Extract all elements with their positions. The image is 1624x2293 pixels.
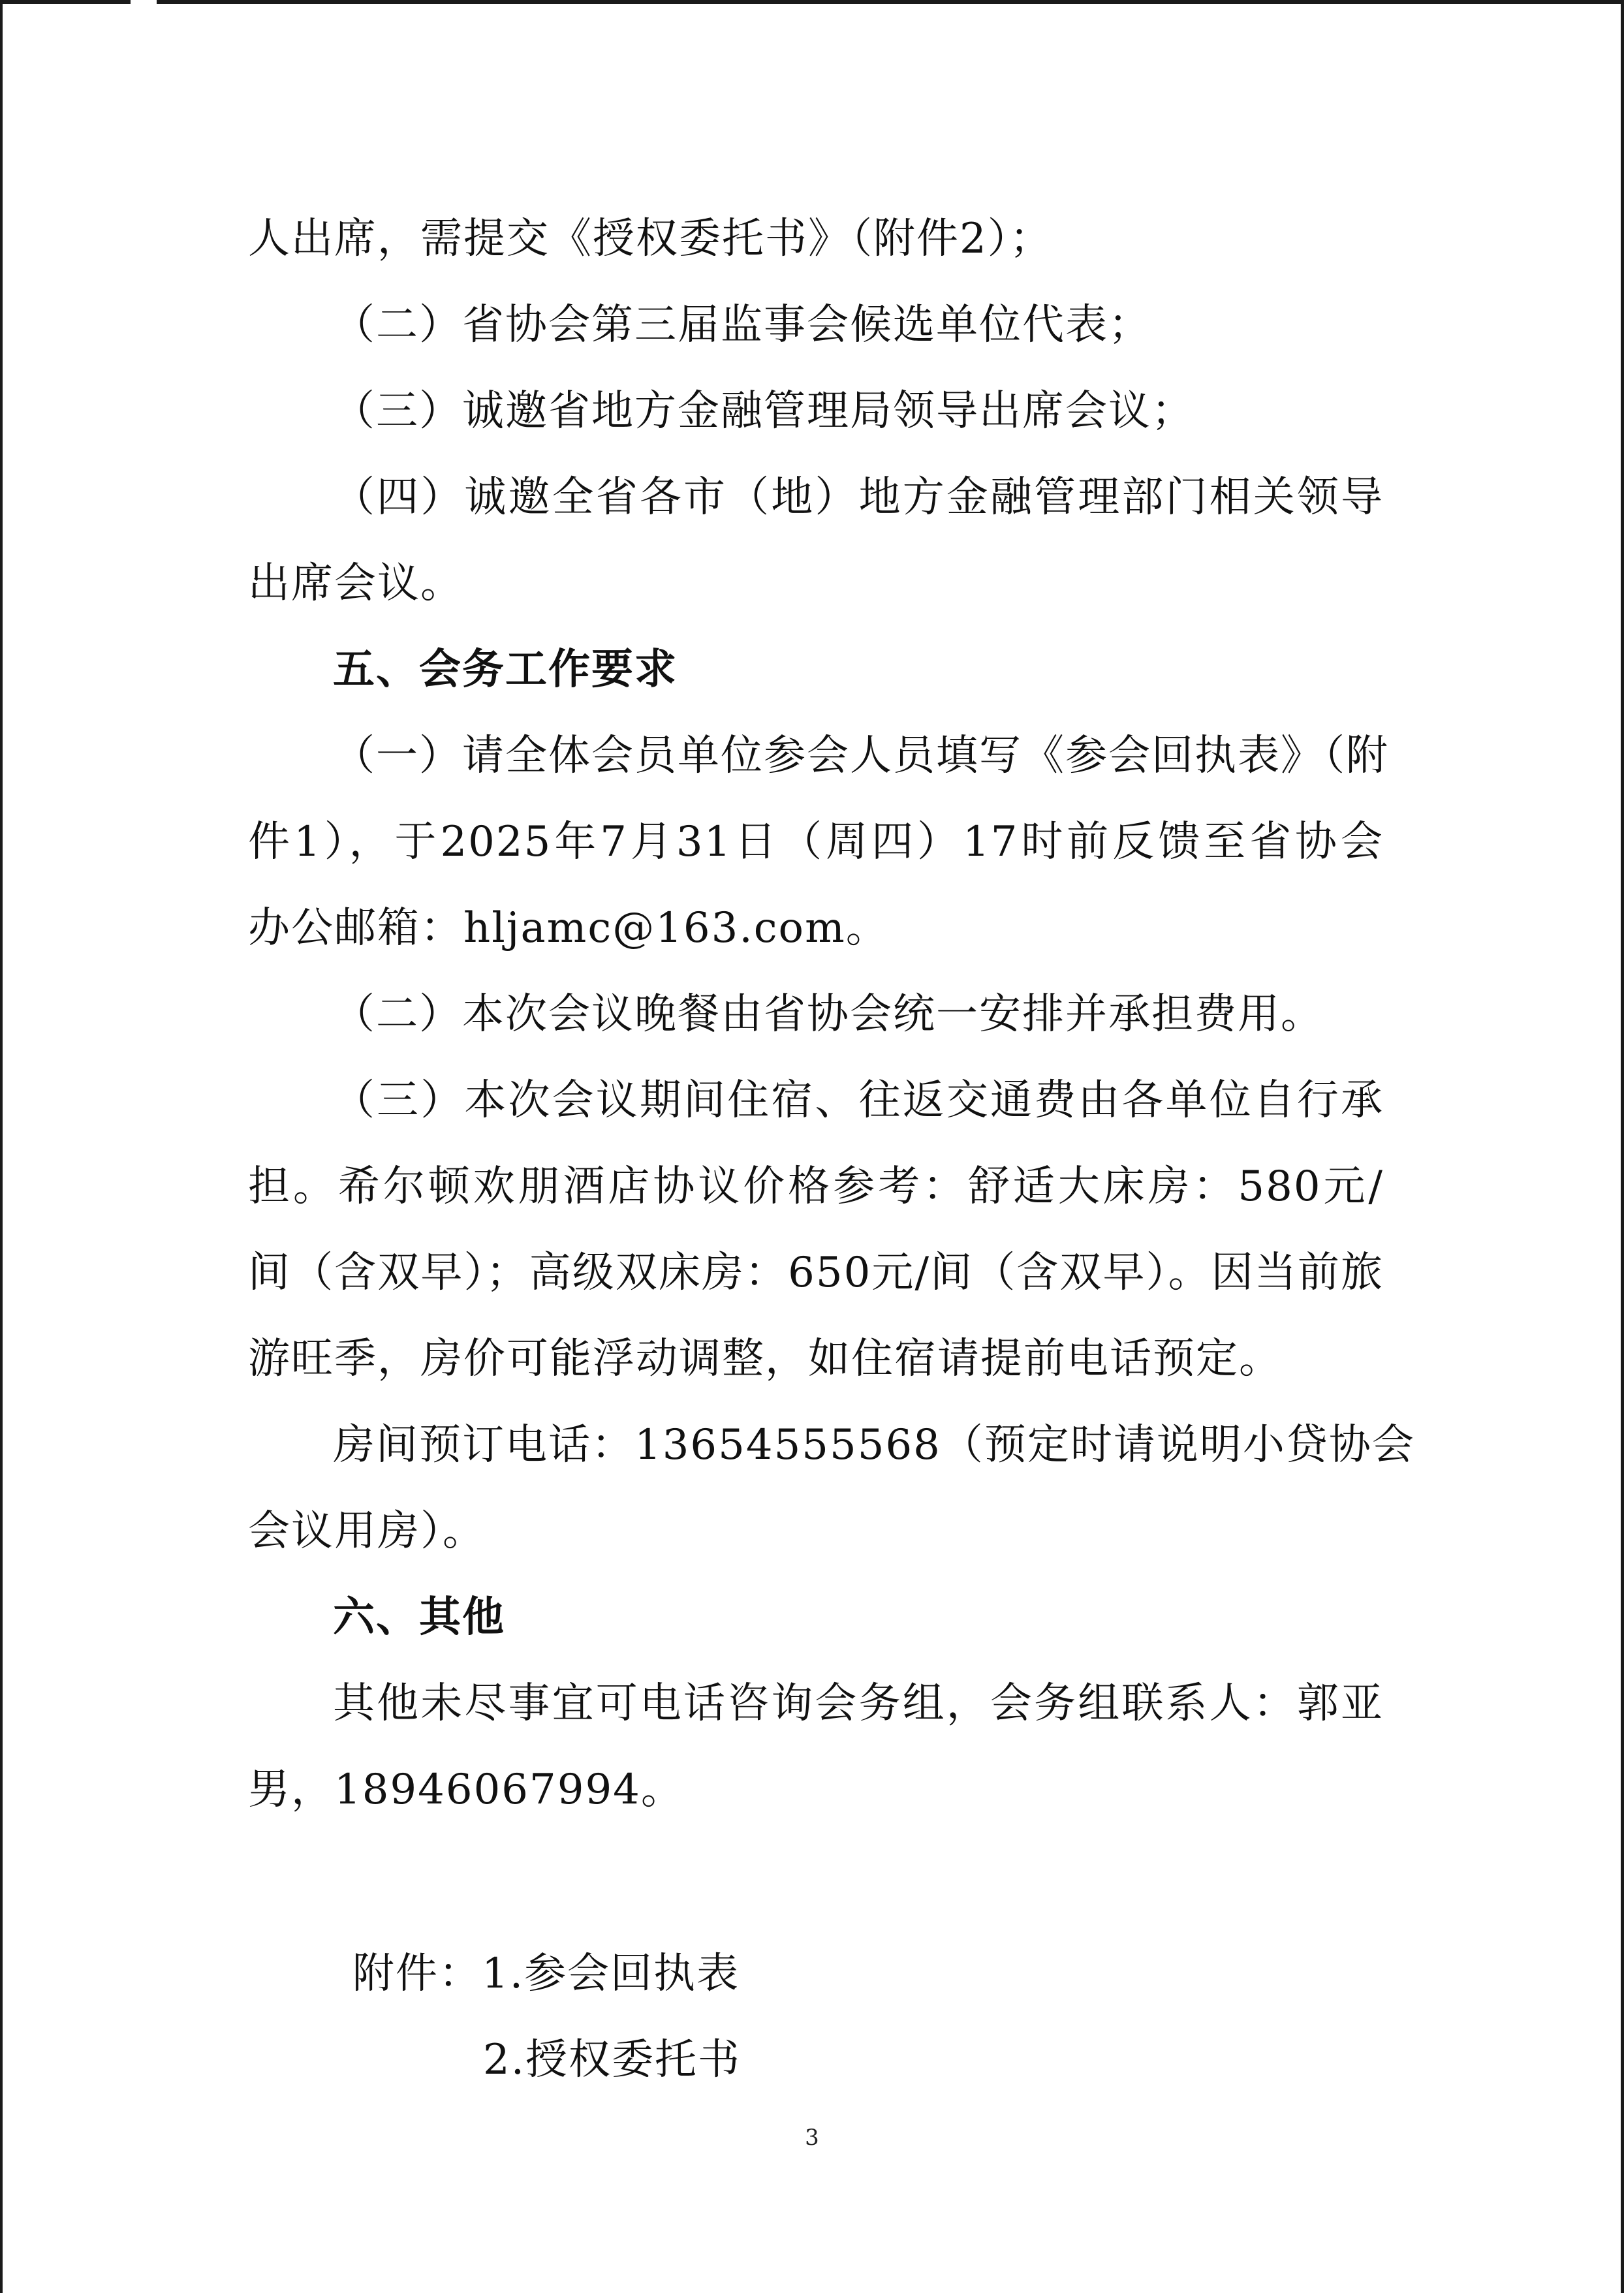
text-line: 男，18946067994。 <box>248 1766 684 1814</box>
scan-border-mark <box>131 0 157 4</box>
text-line: 间（含双早）；高级双床房：650元/间（含双早）。因当前旅 <box>248 1249 1384 1297</box>
scan-border-right <box>1621 0 1624 2293</box>
document-page <box>248 196 1415 2103</box>
requirement-2: （二）本次会议晚餐由省协会统一安排并承担费用。 <box>333 990 1324 1038</box>
contact-line: 其他未尽事宜可电话咨询会务组，会务组联系人：郭亚 <box>333 1679 1384 1728</box>
requirement-3: （三）本次会议期间住宿、往返交通费由各单位自行承 <box>333 1076 1384 1125</box>
requirement-1: （一）请全体会员单位参会人员填写《参会回执表》（附 <box>333 732 1389 780</box>
text-line: 会议用房）。 <box>248 1507 486 1555</box>
email-line: 办公邮箱：hljamc@163.com。 <box>248 904 889 952</box>
section-heading-5: 五、会务工作要求 <box>333 646 678 694</box>
attachment-item-2: 2.授权委托书 <box>483 2036 742 2084</box>
text-line: 人出席，需提交《授权委托书》（附件2）； <box>248 215 1053 263</box>
booking-phone-line: 房间预订电话：13654555568（预定时请说明小贷协会 <box>333 1421 1415 1469</box>
scan-border-top <box>0 0 1624 4</box>
text-line: 出席会议。 <box>248 559 463 608</box>
text-line: 件1），于2025年7月31日（周四）17时前反馈至省协会 <box>248 818 1384 866</box>
list-item-3: （三）诚邀省地方金融管理局领导出席会议； <box>333 387 1195 435</box>
attachment-list: 附件：1.参会回执表 <box>352 1950 740 1998</box>
text-line: 游旺季，房价可能浮动调整，如住宿请提前电话预定。 <box>248 1335 1282 1383</box>
list-item-2: （二）省协会第三届监事会候选单位代表； <box>333 301 1151 349</box>
spacer <box>248 1833 1384 1931</box>
list-item-4: （四）诚邀全省各市（地）地方金融管理部门相关领导 <box>333 473 1384 522</box>
scan-border-left <box>0 0 3 2293</box>
page-number: 3 <box>805 2125 819 2151</box>
section-heading-6: 六、其他 <box>333 1593 505 1642</box>
text-line: 担。希尔顿欢朋酒店协议价格参考：舒适大床房：580元/ <box>248 1162 1384 1211</box>
